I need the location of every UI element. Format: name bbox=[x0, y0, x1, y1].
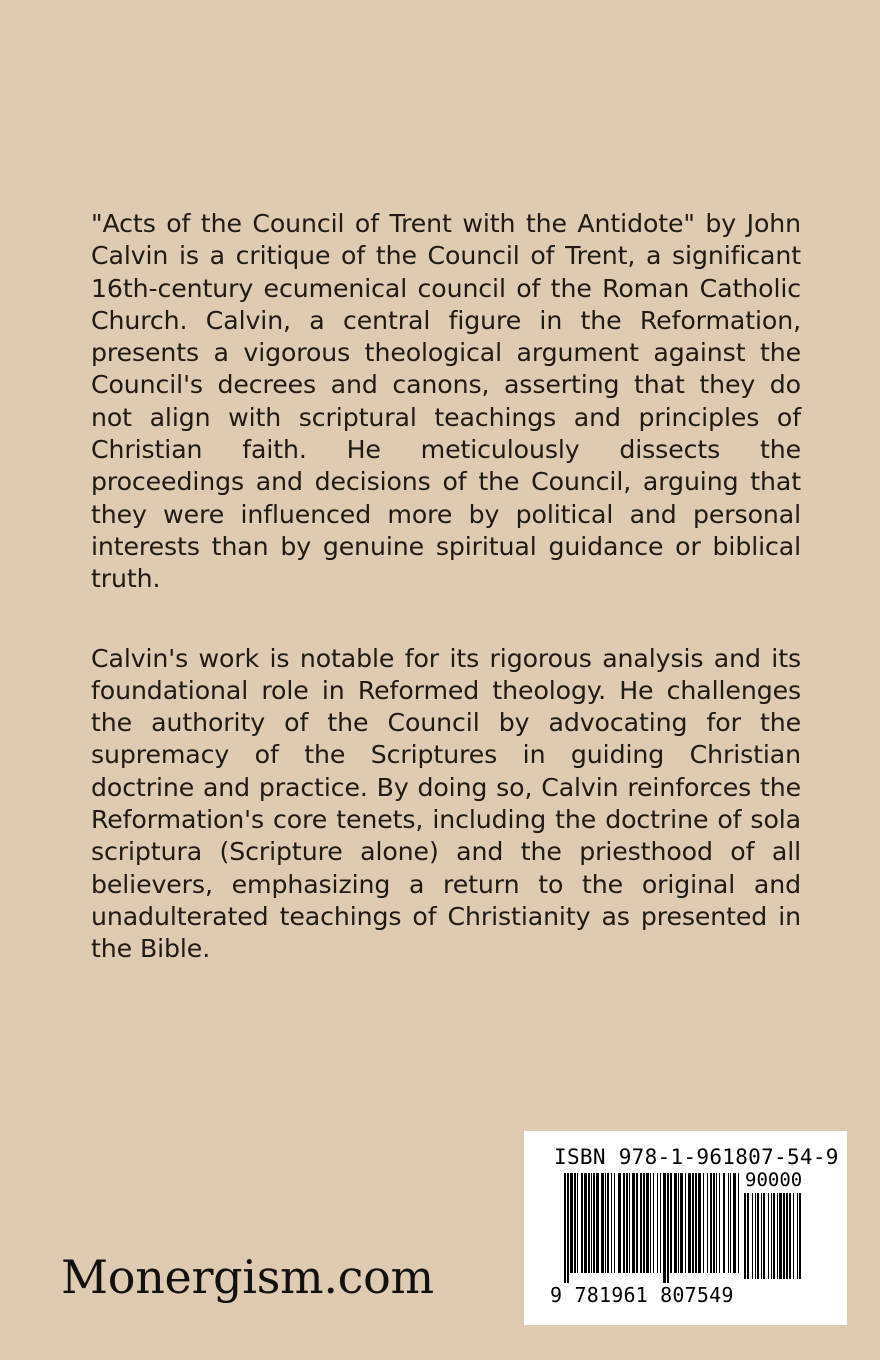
barcode-bar bbox=[733, 1173, 736, 1273]
barcode-bar bbox=[738, 1173, 739, 1273]
barcode-bar bbox=[660, 1173, 661, 1273]
barcode-bar bbox=[773, 1193, 775, 1279]
barcode-bar bbox=[670, 1173, 672, 1273]
barcode-bar bbox=[667, 1173, 669, 1283]
publisher-logo-text: Monergism.com bbox=[61, 1250, 434, 1304]
book-description bbox=[91, 208, 801, 1013]
barcode-bar bbox=[588, 1173, 590, 1273]
price-addon-label: 90000 bbox=[745, 1169, 803, 1191]
barcode-bar bbox=[761, 1193, 762, 1279]
barcode-bar bbox=[614, 1173, 615, 1273]
barcode-bar bbox=[779, 1193, 782, 1279]
ean-barcode-bars bbox=[564, 1173, 740, 1285]
barcode-bar bbox=[716, 1173, 717, 1273]
barcode-bar bbox=[793, 1193, 794, 1279]
barcode-bar bbox=[581, 1173, 583, 1273]
barcode-bar bbox=[591, 1173, 592, 1273]
barcode-bar bbox=[713, 1173, 715, 1273]
barcode-bar bbox=[626, 1173, 628, 1273]
barcode-bar bbox=[623, 1173, 625, 1273]
barcode-bar bbox=[757, 1193, 759, 1279]
barcode-bar bbox=[629, 1173, 630, 1273]
barcode-bar bbox=[653, 1173, 654, 1273]
addon-barcode-bars bbox=[744, 1193, 834, 1285]
barcode-bar bbox=[611, 1173, 612, 1273]
barcode-bar bbox=[728, 1173, 729, 1273]
barcode-bar bbox=[680, 1173, 683, 1273]
barcode-bar bbox=[593, 1173, 595, 1273]
ean-digits: 9 781961 807549 bbox=[550, 1283, 734, 1307]
barcode-bar bbox=[564, 1173, 566, 1283]
barcode-bar bbox=[584, 1173, 587, 1273]
barcode-bar bbox=[618, 1173, 621, 1273]
barcode-bar bbox=[663, 1173, 666, 1283]
barcode-bar bbox=[643, 1173, 645, 1273]
description-paragraph-2: Calvin's work is notable for its rigorous analysis and its foundational role in Reformed theology. He challenges the authority of the Council by advocating for the supremacy of the Scriptures in guiding Christian doctrine and practice. By doing so, Calvin reinforces the Reformation's core tenets, including the doctrine of sola scriptura (Scripture alone) and the priesthood of all believers, emphasizing a return to the original and unadulterated teachings of Christianity as presented in the Bible. bbox=[91, 643, 801, 964]
barcode-bar bbox=[695, 1173, 697, 1273]
barcode-bar bbox=[567, 1173, 569, 1283]
barcode-bar bbox=[719, 1173, 720, 1273]
barcode-bar bbox=[692, 1173, 694, 1273]
barcode-bar bbox=[674, 1173, 677, 1273]
barcode-bar bbox=[799, 1193, 801, 1279]
barcode-bar bbox=[685, 1173, 686, 1273]
barcode-bar bbox=[577, 1173, 578, 1273]
barcode-bar bbox=[605, 1173, 606, 1273]
barcode-bar bbox=[632, 1173, 635, 1273]
barcode-bar bbox=[640, 1173, 642, 1273]
barcode-bar bbox=[771, 1193, 772, 1279]
barcode-bar bbox=[777, 1193, 778, 1279]
barcode-bar bbox=[768, 1193, 769, 1279]
description-paragraph-1: "Acts of the Council of Trent with the Antidote" by John Calvin is a critique of the Council of Trent, a significant 16th-century ecumenical council of the Roman Catholic Church. Calvin, a central figure in the Reformation, presents a vigorous theological argument against the Council's decrees and canons, asserting that they do not align with scriptural teachings and principles of Christian faith. He meticulously dissects the proceedings and decisions of the Council, arguing that they were influenced more by political and personal interests than by genuine spiritual guidance or biblical truth. bbox=[91, 209, 801, 594]
barcode-bar bbox=[730, 1173, 731, 1273]
barcode-bar bbox=[723, 1173, 725, 1273]
barcode-bar bbox=[636, 1173, 638, 1273]
barcode-bar bbox=[698, 1173, 701, 1273]
barcode-bar bbox=[607, 1173, 609, 1273]
barcode-bar bbox=[797, 1193, 798, 1279]
isbn-label: ISBN 978-1-961807-54-9 bbox=[554, 1145, 839, 1169]
barcode-bar bbox=[755, 1193, 756, 1279]
barcode-bar bbox=[786, 1193, 788, 1279]
barcode-bar bbox=[744, 1193, 746, 1279]
barcode-bar bbox=[703, 1173, 704, 1273]
barcode-bar bbox=[747, 1193, 749, 1279]
barcode-bar bbox=[646, 1173, 649, 1273]
barcode-bar bbox=[657, 1173, 658, 1273]
barcode-bar bbox=[789, 1193, 791, 1279]
barcode-bar bbox=[601, 1173, 604, 1273]
barcode-bar bbox=[596, 1173, 599, 1273]
barcode-bar bbox=[688, 1173, 691, 1273]
barcode-bar bbox=[710, 1173, 712, 1273]
barcode-bar bbox=[570, 1173, 573, 1273]
barcode-bar bbox=[707, 1173, 708, 1273]
barcode-bar bbox=[752, 1193, 753, 1279]
barcode-bar bbox=[783, 1193, 785, 1279]
barcode-bar bbox=[763, 1193, 765, 1279]
barcode-bar bbox=[650, 1173, 651, 1273]
barcode-bar bbox=[678, 1173, 679, 1273]
barcode-bar bbox=[574, 1173, 576, 1273]
isbn-barcode-block bbox=[524, 1131, 847, 1325]
